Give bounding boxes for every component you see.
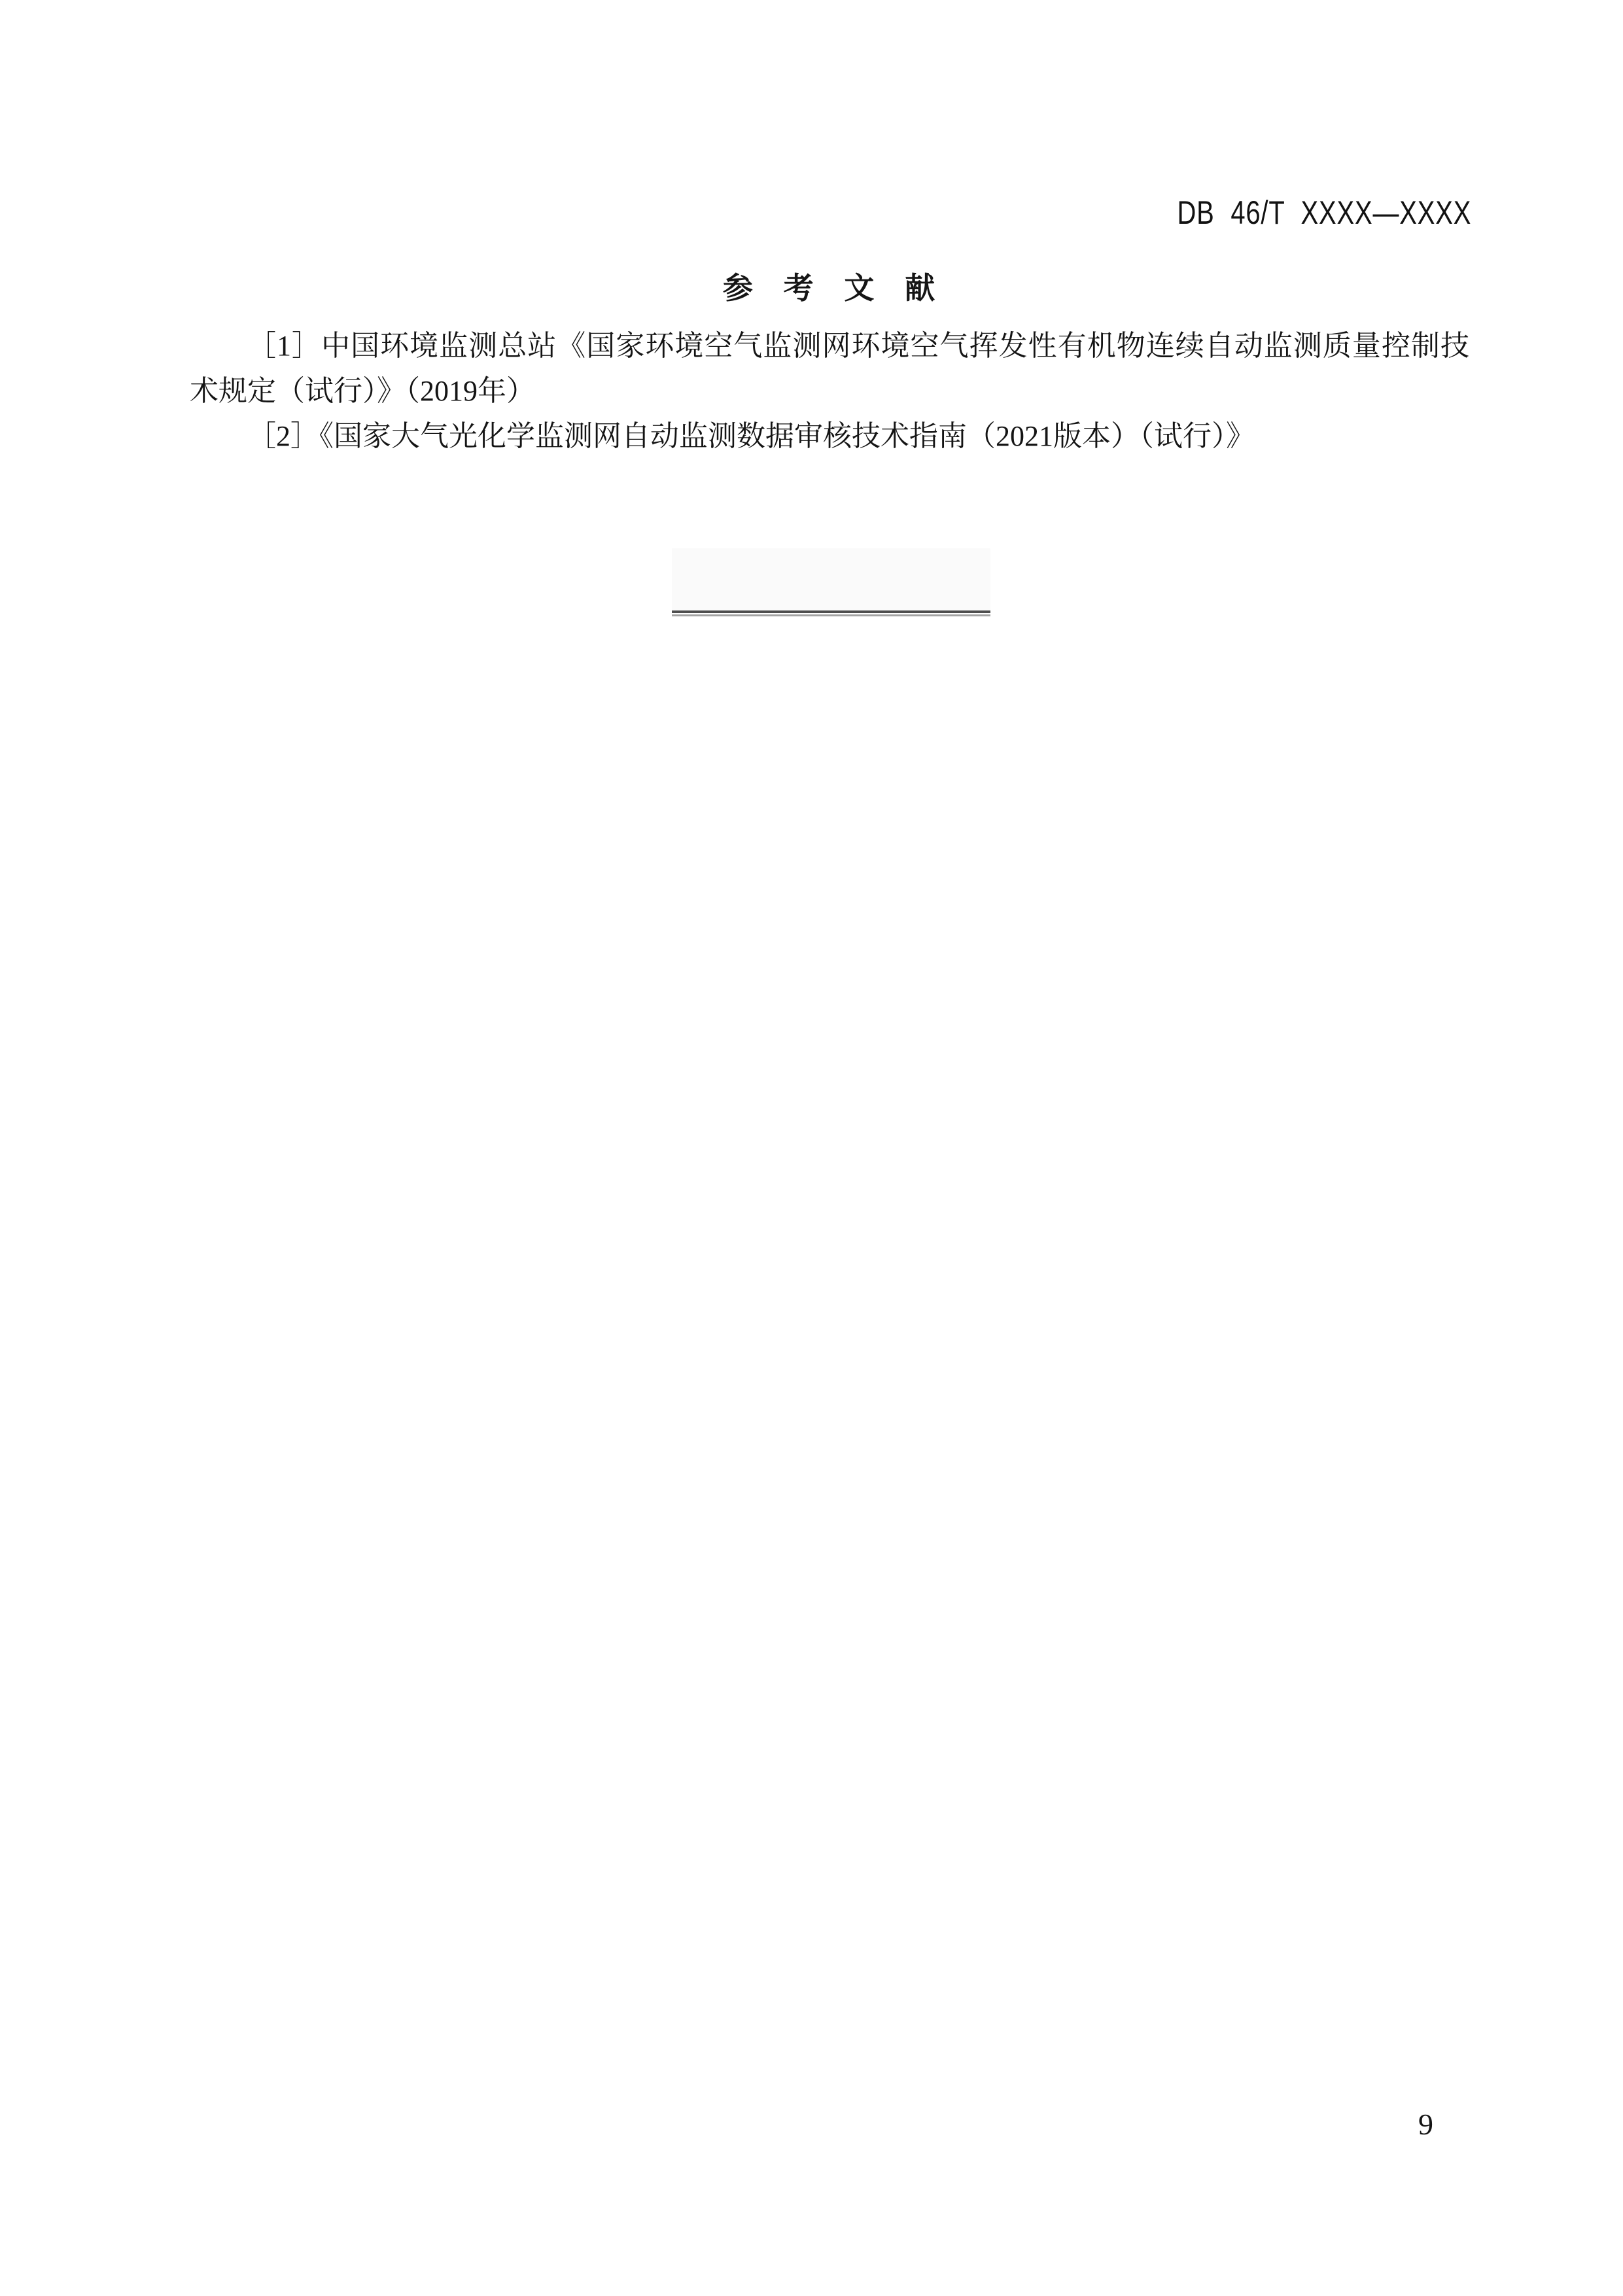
placeholder-rule-light bbox=[672, 614, 990, 616]
references-list bbox=[190, 323, 1469, 459]
page-number: 9 bbox=[1418, 2108, 1433, 2141]
reference-entry-1: ［1］中国环境监测总站《国家环境空气监测网环境空气挥发性有机物连续自动监测质量控制技术规定（试行）》（2019年） bbox=[190, 330, 1469, 407]
redacted-placeholder-box bbox=[672, 548, 990, 616]
standard-code-header: DB 46/T XXXX—XXXX bbox=[1177, 194, 1471, 231]
references-section-title: 参 考 文 献 bbox=[722, 271, 937, 305]
reference-entry-2: ［2］《国家大气光化学监测网自动监测数据审核技术指南（2021版本）（试行）》 bbox=[247, 420, 1255, 452]
placeholder-fill bbox=[672, 548, 990, 610]
